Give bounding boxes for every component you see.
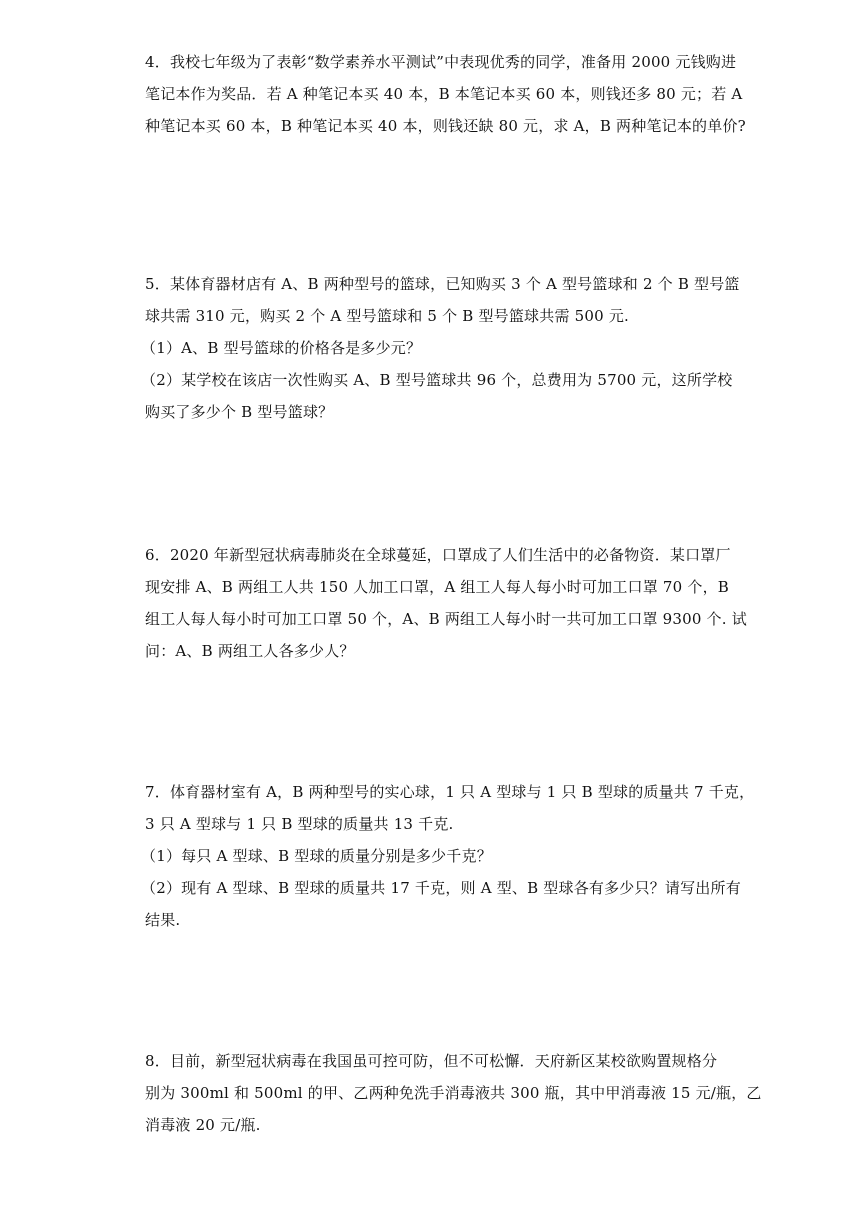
problem-7 [141, 776, 755, 936]
problem-8 [145, 1045, 762, 1141]
problem-4-line-1: 4．我校七年级为了表彰“数学素养水平测试”中表现优秀的同学，准备用 2000 元钱购进 [145, 53, 737, 71]
problem-5-subquestion-1: （1）A、B 型号篮球的价格各是多少元？ [141, 339, 422, 357]
problem-4-line-3: 种笔记本买 60 本，B 种笔记本买 40 本，则钱还缺 80 元，求 A，B 两种笔记本的单价? [145, 117, 746, 135]
problem-6-line-1: 6．2020 年新型冠状病毒肺炎在全球蔓延，口罩成了人们生活中的必备物资．某口罩厂 [145, 546, 731, 564]
problem-5-line-5: 购买了多少个 B 型号篮球？ [145, 403, 334, 421]
problem-5 [141, 268, 740, 428]
problem-8-line-1: 8．目前，新型冠状病毒在我国虽可控可防，但不可松懈．天府新区某校欲购置规格分 [145, 1052, 718, 1070]
problem-6-line-3: 组工人每人每小时可加工口罩 50 个，A、B 两组工人每小时一共可加工口罩 9300 个. 试 [145, 610, 747, 628]
problem-5-line-1: 5．某体育器材店有 A、B 两种型号的篮球，已知购买 3 个 A 型号篮球和 2 个 B 型号篮 [145, 275, 740, 293]
problem-5-subquestion-2: （2）某学校在该店一次性购买 A、B 型号篮球共 96 个，总费用为 5700 元，这所学校 [141, 371, 733, 389]
problem-7-line-5: 结果. [145, 911, 181, 929]
problem-6-line-4: 问：A、B 两组工人各多少人？ [145, 642, 355, 660]
problem-7-subquestion-1: （1）每只 A 型球、B 型球的质量分别是多少千克？ [141, 847, 492, 865]
problem-8-line-2: 别为 300ml 和 500ml 的甲、乙两种免洗手消毒液共 300 瓶，其中甲消毒液 15 元/瓶，乙 [145, 1084, 762, 1102]
problem-7-subquestion-2: （2）现有 A 型球、B 型球的质量共 17 千克，则 A 型、B 型球各有多少只？请写出所有 [141, 879, 741, 897]
problem-6 [145, 539, 747, 667]
problem-8-line-3: 消毒液 20 元/瓶. [145, 1116, 261, 1134]
problem-6-line-2: 现安排 A、B 两组工人共 150 人加工口罩，A 组工人每人每小时可加工口罩 70 个，B [145, 578, 730, 596]
problem-4 [145, 46, 746, 142]
problem-5-line-2: 球共需 310 元，购买 2 个 A 型号篮球和 5 个 B 型号篮球共需 500 元. [145, 307, 629, 325]
problem-4-line-2: 笔记本作为奖品．若 A 种笔记本买 40 本，B 本笔记本买 60 本，则钱还多 80 元；若 A [145, 85, 743, 103]
problem-7-line-2: 3 只 A 型球与 1 只 B 型球的质量共 13 千克. [145, 815, 454, 833]
problem-7-line-1: 7．体育器材室有 A，B 两种型号的实心球，1 只 A 型球与 1 只 B 型球的质量共 7 千克， [145, 783, 755, 801]
